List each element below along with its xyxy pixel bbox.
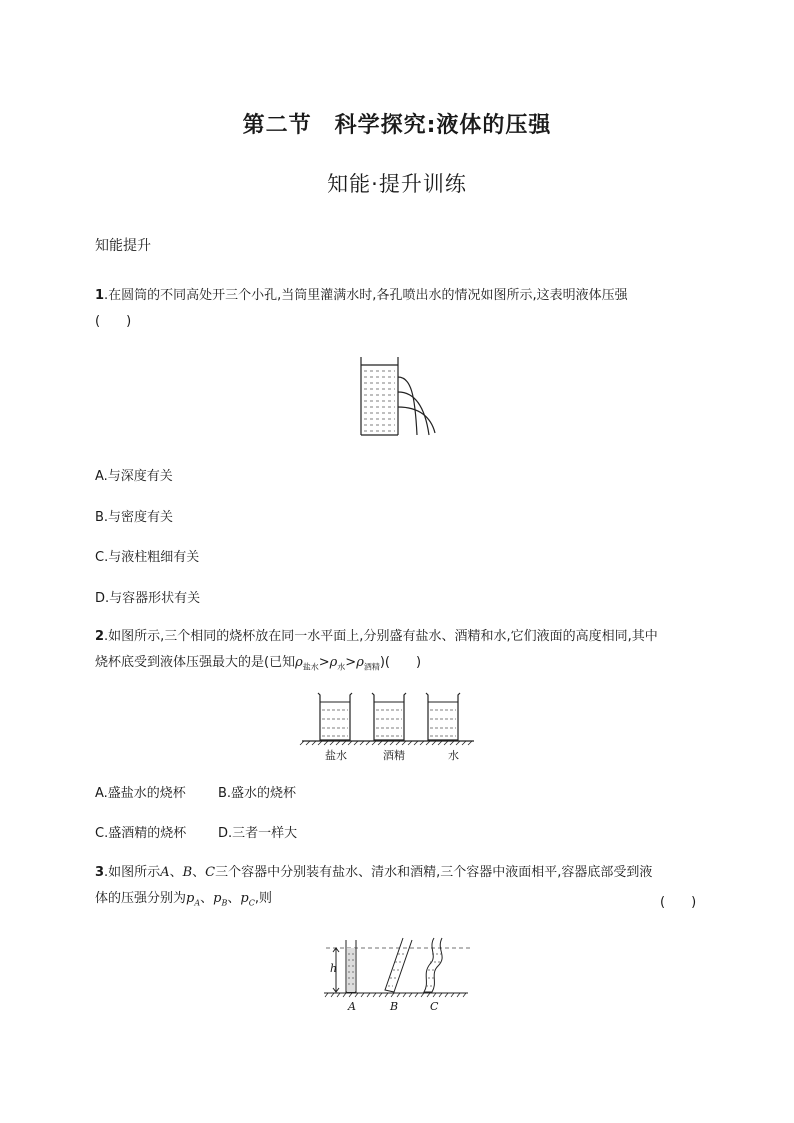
container-a-liquid [347,948,355,992]
height-label: h [330,962,338,975]
container-label-c: C [430,1000,439,1013]
question-3-text-end: ,则 [254,891,272,906]
rho-symbol: ρ [356,655,364,670]
separator: 、 [169,865,183,880]
question-2-text-line1: .如图所示,三个相同的烧杯放在同一水平面上,分别盛有盐水、酒精和水,它们液面的高度相同,其中 [104,629,658,644]
question-1-option-d: D.与容器形状有关 [95,591,201,606]
rho-symbol: ρ [329,655,338,670]
three-beakers-figure [298,688,478,746]
beaker-label-water: 水 [448,749,459,762]
question-2-text-line2: 烧杯底受到液体压强最大的是(已知 [95,655,296,670]
question-3-number: 3 [95,865,105,880]
question-2-text-end: )( ) [379,655,422,670]
question-3 [95,860,705,917]
question-2 [95,624,705,681]
greater-than: > [318,655,330,670]
greater-than: > [345,655,357,670]
question-3-text-a: .如图所示 [104,865,161,880]
subscript-b: B [221,898,228,908]
rho-symbol: ρ [295,655,303,670]
three-containers-figure [318,934,478,1000]
pressure-symbol: p [213,891,222,906]
subscript-salt-water: 盐水 [302,662,319,672]
question-3-text-b: 三个容器中分别装有盐水、清水和酒精,三个容器中液面相平,容器底部受到液 [215,865,653,880]
question-1-text: .在圆筒的不同高处开三个小孔,当筒里灌满水时,各孔喷出水的情况如图所示,这表明液体压强 [104,288,628,303]
cylinder-jets-figure [355,355,440,437]
question-1-option-b: B.与密度有关 [95,510,174,525]
container-label-a: A [348,1000,356,1013]
subscript-a: A [194,898,201,908]
separator: 、 [192,865,206,880]
question-2-option-d: D.三者一样大 [218,826,298,841]
question-1-option-c: C.与液柱粗细有关 [95,550,200,565]
separator: 、 [200,891,214,906]
question-1-option-a: A.与深度有关 [95,469,173,484]
question-1-number: 1 [95,288,105,303]
subscript-c: C [248,898,255,908]
question-1-answer-paren: ( ) [95,314,132,329]
question-2-option-a: A.盛盐水的烧杯 [95,786,186,801]
beaker-label-salt-water: 盐水 [325,749,347,762]
question-3-text-line2: 体的压强分别为 [95,891,187,906]
question-2-option-c: C.盛酒精的烧杯 [95,826,187,841]
question-2-option-b: B.盛水的烧杯 [218,786,297,801]
question-2-number: 2 [95,629,105,644]
page-subtitle: 知能·提升训练 [327,172,467,196]
question-3-answer-paren: ( ) [660,895,697,910]
pressure-symbol: p [186,891,195,906]
section-heading: 知能提升 [95,238,151,254]
separator: 、 [227,891,241,906]
pressure-symbol: p [240,891,249,906]
page-title: 第二节 科学探究:液体的压强 [242,113,552,138]
question-1 [95,283,705,335]
container-a-letter: A [160,865,170,880]
container-c-letter: C [205,865,216,880]
beaker-label-alcohol: 酒精 [383,749,405,762]
subscript-alcohol: 酒精 [363,662,380,672]
subscript-water: 水 [337,662,346,672]
container-label-b: B [390,1000,399,1013]
container-b-letter: B [182,865,193,880]
